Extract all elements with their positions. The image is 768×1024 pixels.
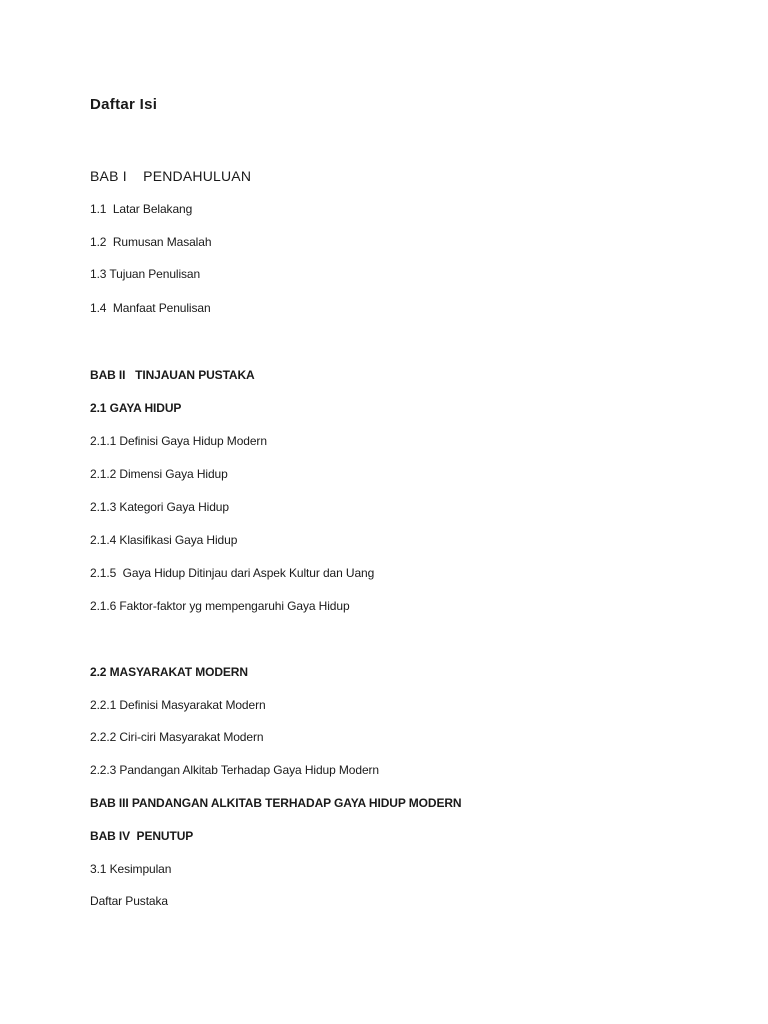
bab4-heading: BAB IV PENUTUP (90, 829, 194, 843)
toc-entry-2-1-6: 2.1.6 Faktor-faktor yg mempengaruhi Gaya Hidup (90, 599, 350, 613)
toc-entry-1-1: 1.1 Latar Belakang (90, 202, 193, 216)
bab2-heading: BAB II TINJAUAN PUSTAKA (90, 368, 255, 382)
toc-entry-2-1-1: 2.1.1 Definisi Gaya Hidup Modern (90, 434, 267, 448)
bab3-heading: BAB III PANDANGAN ALKITAB TERHADAP GAYA HIDUP MODERN (90, 796, 462, 810)
toc-entry-2-2-3: 2.2.3 Pandangan Alkitab Terhadap Gaya Hidup Modern (90, 763, 379, 777)
toc-entry-2-1-3: 2.1.3 Kategori Gaya Hidup (90, 500, 229, 514)
section-2-2-heading: 2.2 MASYARAKAT MODERN (90, 665, 248, 679)
toc-entry-2-2-1: 2.2.1 Definisi Masyarakat Modern (90, 698, 266, 712)
daftar-pustaka-entry: Daftar Pustaka (90, 894, 168, 908)
toc-entry-2-1-4: 2.1.4 Klasifikasi Gaya Hidup (90, 533, 238, 547)
toc-entry-2-1-2: 2.1.2 Dimensi Gaya Hidup (90, 467, 228, 481)
toc-entry-1-2: 1.2 Rumusan Masalah (90, 235, 212, 249)
section-2-1-heading: 2.1 GAYA HIDUP (90, 401, 182, 415)
toc-entry-1-3: 1.3 Tujuan Penulisan (90, 267, 201, 281)
toc-entry-3-1: 3.1 Kesimpulan (90, 862, 172, 876)
toc-title: Daftar Isi (90, 96, 158, 113)
bab1-heading: BAB I PENDAHULUAN (90, 168, 252, 184)
toc-entry-1-4: 1.4 Manfaat Penulisan (90, 301, 211, 315)
toc-entry-2-1-5: 2.1.5 Gaya Hidup Ditinjau dari Aspek Kultur dan Uang (90, 566, 375, 580)
toc-entry-2-2-2: 2.2.2 Ciri-ciri Masyarakat Modern (90, 730, 264, 744)
